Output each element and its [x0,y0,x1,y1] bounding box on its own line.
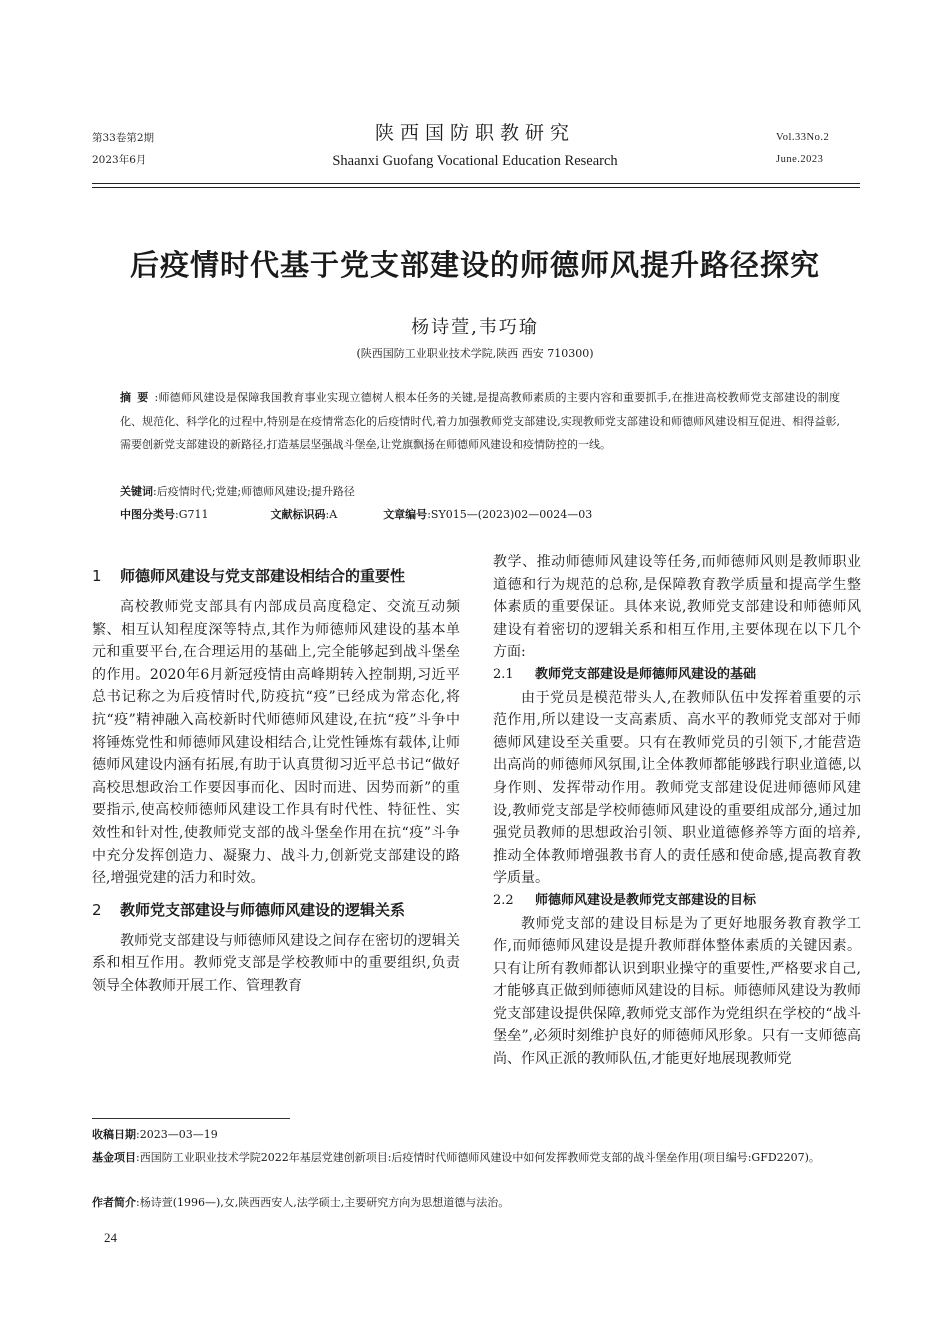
volume-en: Vol.33No.2 [776,132,830,143]
section-2-paragraph-cont: 教学、推动师德师风建设等任务,而师德师风则是教师职业道德和行为规范的总称,是保障教育教学质量和提高学生整体素质的重要保证。具体来说,教师党支部建设和师德师风建设有着密切的逻辑关系和相互作用,主要体现在以下几个方面: [493,554,861,661]
footnote-author-bio: 作者简介:杨诗萱(1996—),女,陕西西安人,法学硕士,主要研究方向为思想道德与法治。 [92,1196,510,1209]
subsection-2-2-heading [493,890,861,913]
right-column [493,551,861,1071]
date-cn: 2023年6月 [92,154,147,166]
header-rule-thin [92,187,860,188]
received-date: 2023—03—19 [139,1128,218,1141]
date-en: June.2023 [776,154,824,165]
fund-label: 基金项目 [92,1151,136,1164]
issue-info-en [776,127,829,171]
doc-code-value: A [329,508,338,521]
article-no-value: SY015—(2023)02—0024—03 [430,508,593,521]
keywords-text: 后疫情时代;党建;师德师风建设;提升路径 [156,485,355,498]
abstract [120,386,840,457]
subsection-2-1-paragraph: 由于党员是模范带头人,在教师队伍中发挥着重要的示范作用,所以建设一支高素质、高水平的教师党支部对于师德师风建设至关重要。只有在教师党员的引领下,才能营造出高尚的师德师风氛围,让全体教师都能够践行职业道德,以身作则、发挥带动作用。教师党支部建设促进师德师风建设,教师党支部是学校师德师风建设的重要组成部分,通过加强党员教师的思想政治引领、职业道德修养等方面的培养,推动全体教师增强教书育人的责任感和使命感,提高教育教学质量。 [493,689,861,887]
subsection-2-1-heading [493,664,861,687]
subsection-2-2-number: 2.2 [493,892,514,908]
journal-title [250,120,700,174]
classification: 中图分类号:G711 文献标识码:A 文章编号:SY015—(2023)02—0024—03 [120,508,593,521]
section-1-title: 师德师风建设与党支部建设相结合的重要性 [120,567,406,585]
subsection-2-1-number: 2.1 [493,666,514,682]
issue-info-cn [92,127,154,171]
section-2-paragraph: 教师党支部建设与师德师风建设之间存在密切的逻辑关系和相互作用。教师党支部是学校教师中的重要组织,负责领导全体教师开展工作、管理教育 [92,932,460,994]
affiliation: (陕西国防工业职业技术学院,陕西 西安 710300) [356,347,594,360]
footnote-rule [92,1118,290,1119]
authors: 杨诗萱,韦巧瑜 [411,317,539,338]
article-title: 后疫情时代基于党支部建设的师德师风提升路径探究 [129,248,820,282]
bio-label: 作者简介 [92,1196,136,1209]
subsection-2-1-title: 教师党支部建设是师德师风建设的基础 [535,666,757,682]
subsection-2-2-paragraph: 教师党支部的建设目标是为了更好地服务教育教学工作,而师德师风建设是提升教师群体整体素质的关键因素。只有让所有教师都认识到职业操守的重要性,严格要求自己,才能够真正做到师德师风建设的目标。师德师风建设为教师党支部建设提供保障,教师党支部作为党组织在学校的“战斗堡垒”,必须时刻维护良好的师德师风形象。只有一支师德高尚、作风正派的教师队伍,才能更好地展现教师党 [493,915,861,1068]
journal-name-cn: 陕西国防职教研究 [374,122,575,144]
article-no-label: 文章编号 [383,508,428,521]
received-label: 收稿日期 [92,1128,136,1141]
doc-code-label: 文献标识码 [270,508,326,521]
journal-name-en: Shaanxi Guofang Vocational Education Research [332,153,618,169]
volume-cn: 第33卷第2期 [92,132,155,144]
abstract-colon: : [154,391,159,404]
section-2-heading [92,898,460,922]
clc-value: G711 [178,508,209,521]
section-2-title: 教师党支部建设与师德师风建设的逻辑关系 [120,900,406,919]
header-rule-thick [92,183,860,184]
section-1-number: 1 [92,567,102,585]
fund-text: 西国防工业职业技术学院2022年基层党建创新项目:后疫情时代师德师风建设中如何发挥教师党支部的战斗堡垒作用(项目编号:GFD2207)。 [139,1151,820,1164]
keywords: 关键词:后疫情时代;党建;师德师风建设;提升路径 [120,485,355,498]
section-1-paragraph: 高校教师党支部具有内部成员高度稳定、交流互动频繁、相互认知程度深等特点,其作为师德师风建设的基本单元和重要平台,在合理运用的基础上,完全能够起到战斗堡垒的作用。2020年6月新冠疫情由高峰期转入控制期,习近平总书记称之为后疫情时代,防疫抗“疫”已经成为常态化,将抗“疫”精神融入高校新时代师德师风建设,在抗“疫”斗争中将锤炼党性和师德师风建设相结合,让党性锤炼有载体,让师德师风建设内涵有拓展,有助于认真贯彻习近平总书记“做好高校思想政治工作要因事而化、因时而进、因势而新”的重要指示,使高校师德师风建设工作具有时代性、特征性、实效性和针对性,使教师党支部的战斗堡垒作用在抗“疫”斗争中充分发挥创造力、凝聚力、战斗力,创新党支部建设的路径,增强党建的活力和时效。 [92,599,460,887]
section-2-number: 2 [92,900,102,919]
page-number: 24 [104,1230,117,1245]
left-column [92,562,460,998]
abstract-text: 师德师风建设是保障我国教育事业实现立德树人根本任务的关键,是提高教师素质的主要内容和重要抓手,在推进高校教师党支部建设的制度化、规范化、科学化的过程中,特别是在疫情常态化的后疫情时代,着力加强教师党支部建设,实现教师党支部建设和师德师风建设相互促进、相得益彰,需要创新党支部建设的新路径,打造基层坚强战斗堡垒,让党旗飘扬在师德师风建设和疫情防控的一线。 [120,391,840,451]
keywords-label: 关键词 [120,485,153,498]
section-1-heading [92,564,460,588]
bio-text: 杨诗萱(1996—),女,陕西西安人,法学硕士,主要研究方向为思想道德与法治。 [139,1196,510,1209]
subsection-2-2-title: 师德师风建设是教师党支部建设的目标 [535,892,757,908]
clc-label: 中图分类号 [120,508,175,521]
abstract-label: 摘要 [120,391,155,404]
footnote-received: 收稿日期:2023—03—19 [92,1128,218,1141]
footnote-fund: 基金项目:西国防工业职业技术学院2022年基层党建创新项目:后疫情时代师德师风建设中如何发挥教师党支部的战斗堡垒作用(项目编号:GFD2207)。 [92,1151,820,1164]
